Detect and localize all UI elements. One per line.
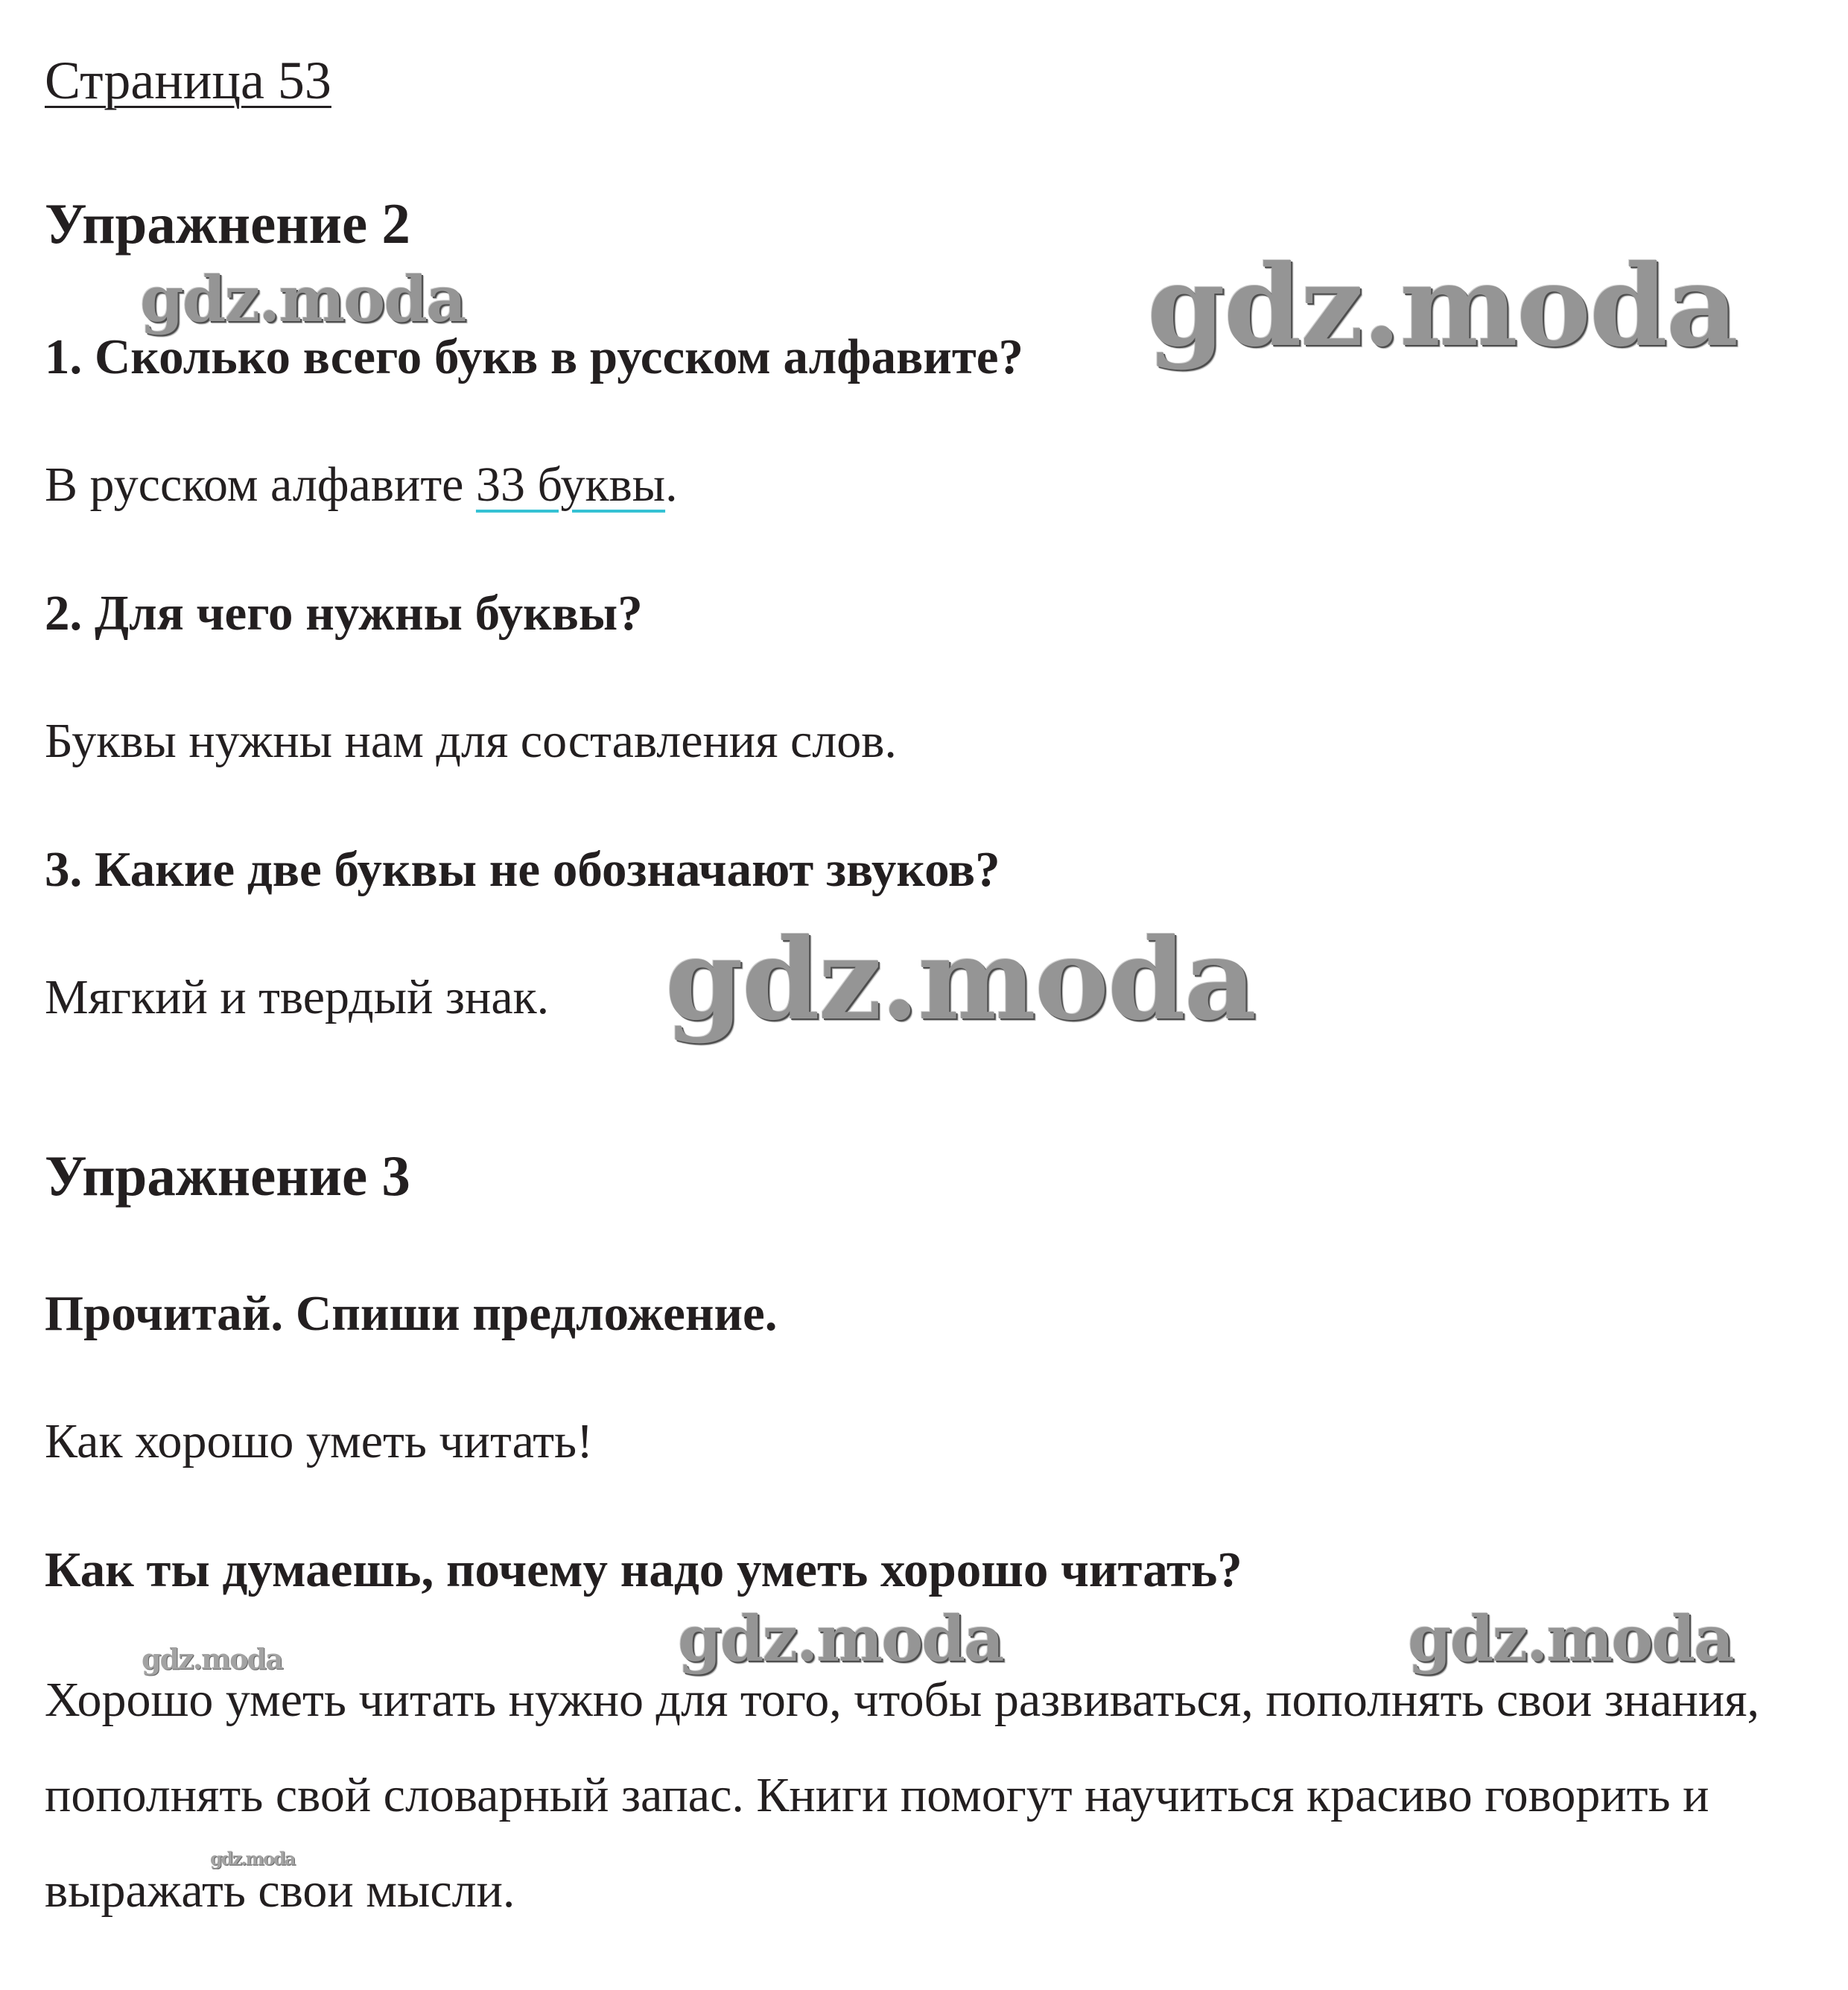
watermark-logo: gdz.moda [142,1642,282,1676]
watermark-logo: gdz.moda [678,1602,1003,1676]
watermark-logo: gdz.moda [1408,1602,1733,1676]
answer-2: Буквы нужны нам для составления слов. [45,714,897,768]
watermark-logo: gdz.moda [1147,241,1738,372]
question-2: 2. Для чего нужны буквы? [45,586,643,641]
exercise-3-title: Упражнение 3 [45,1144,410,1208]
exercise-2-title: Упражнение 2 [45,191,410,256]
watermark-logo: gdz.moda [665,914,1256,1045]
question-3: 3. Какие две буквы не обозначают звуков? [45,842,1000,897]
watermark-logo: gdz.moda [140,262,466,336]
answer-3: Мягкий и твердый знак. [45,970,550,1024]
answer-1 [45,457,678,512]
task-2: Как ты думаешь, почему надо уметь хорошо читать? [45,1542,1242,1597]
answer-paragraph: Хорошо уметь читать нужно для того, чтобы развиваться, пополнять свои знания, пополнять свой словарный запас. Книги помогут научиться красиво говорить и выражать свои мысли. [45,1673,1760,1918]
sentence: Как хорошо уметь читать! [45,1414,594,1468]
page-label: Страница 53 [45,51,331,110]
watermark-logo: gdz.moda [210,1848,295,1869]
question-1: 1. Сколько всего букв в русском алфавите? [45,329,1024,384]
answer-1-suffix: . [665,457,678,512]
answer-1-prefix: В русском алфавите [45,457,476,512]
answer-1-highlight: 33 буквы [475,457,666,512]
task-1: Прочитай. Спиши предложение. [45,1286,778,1341]
